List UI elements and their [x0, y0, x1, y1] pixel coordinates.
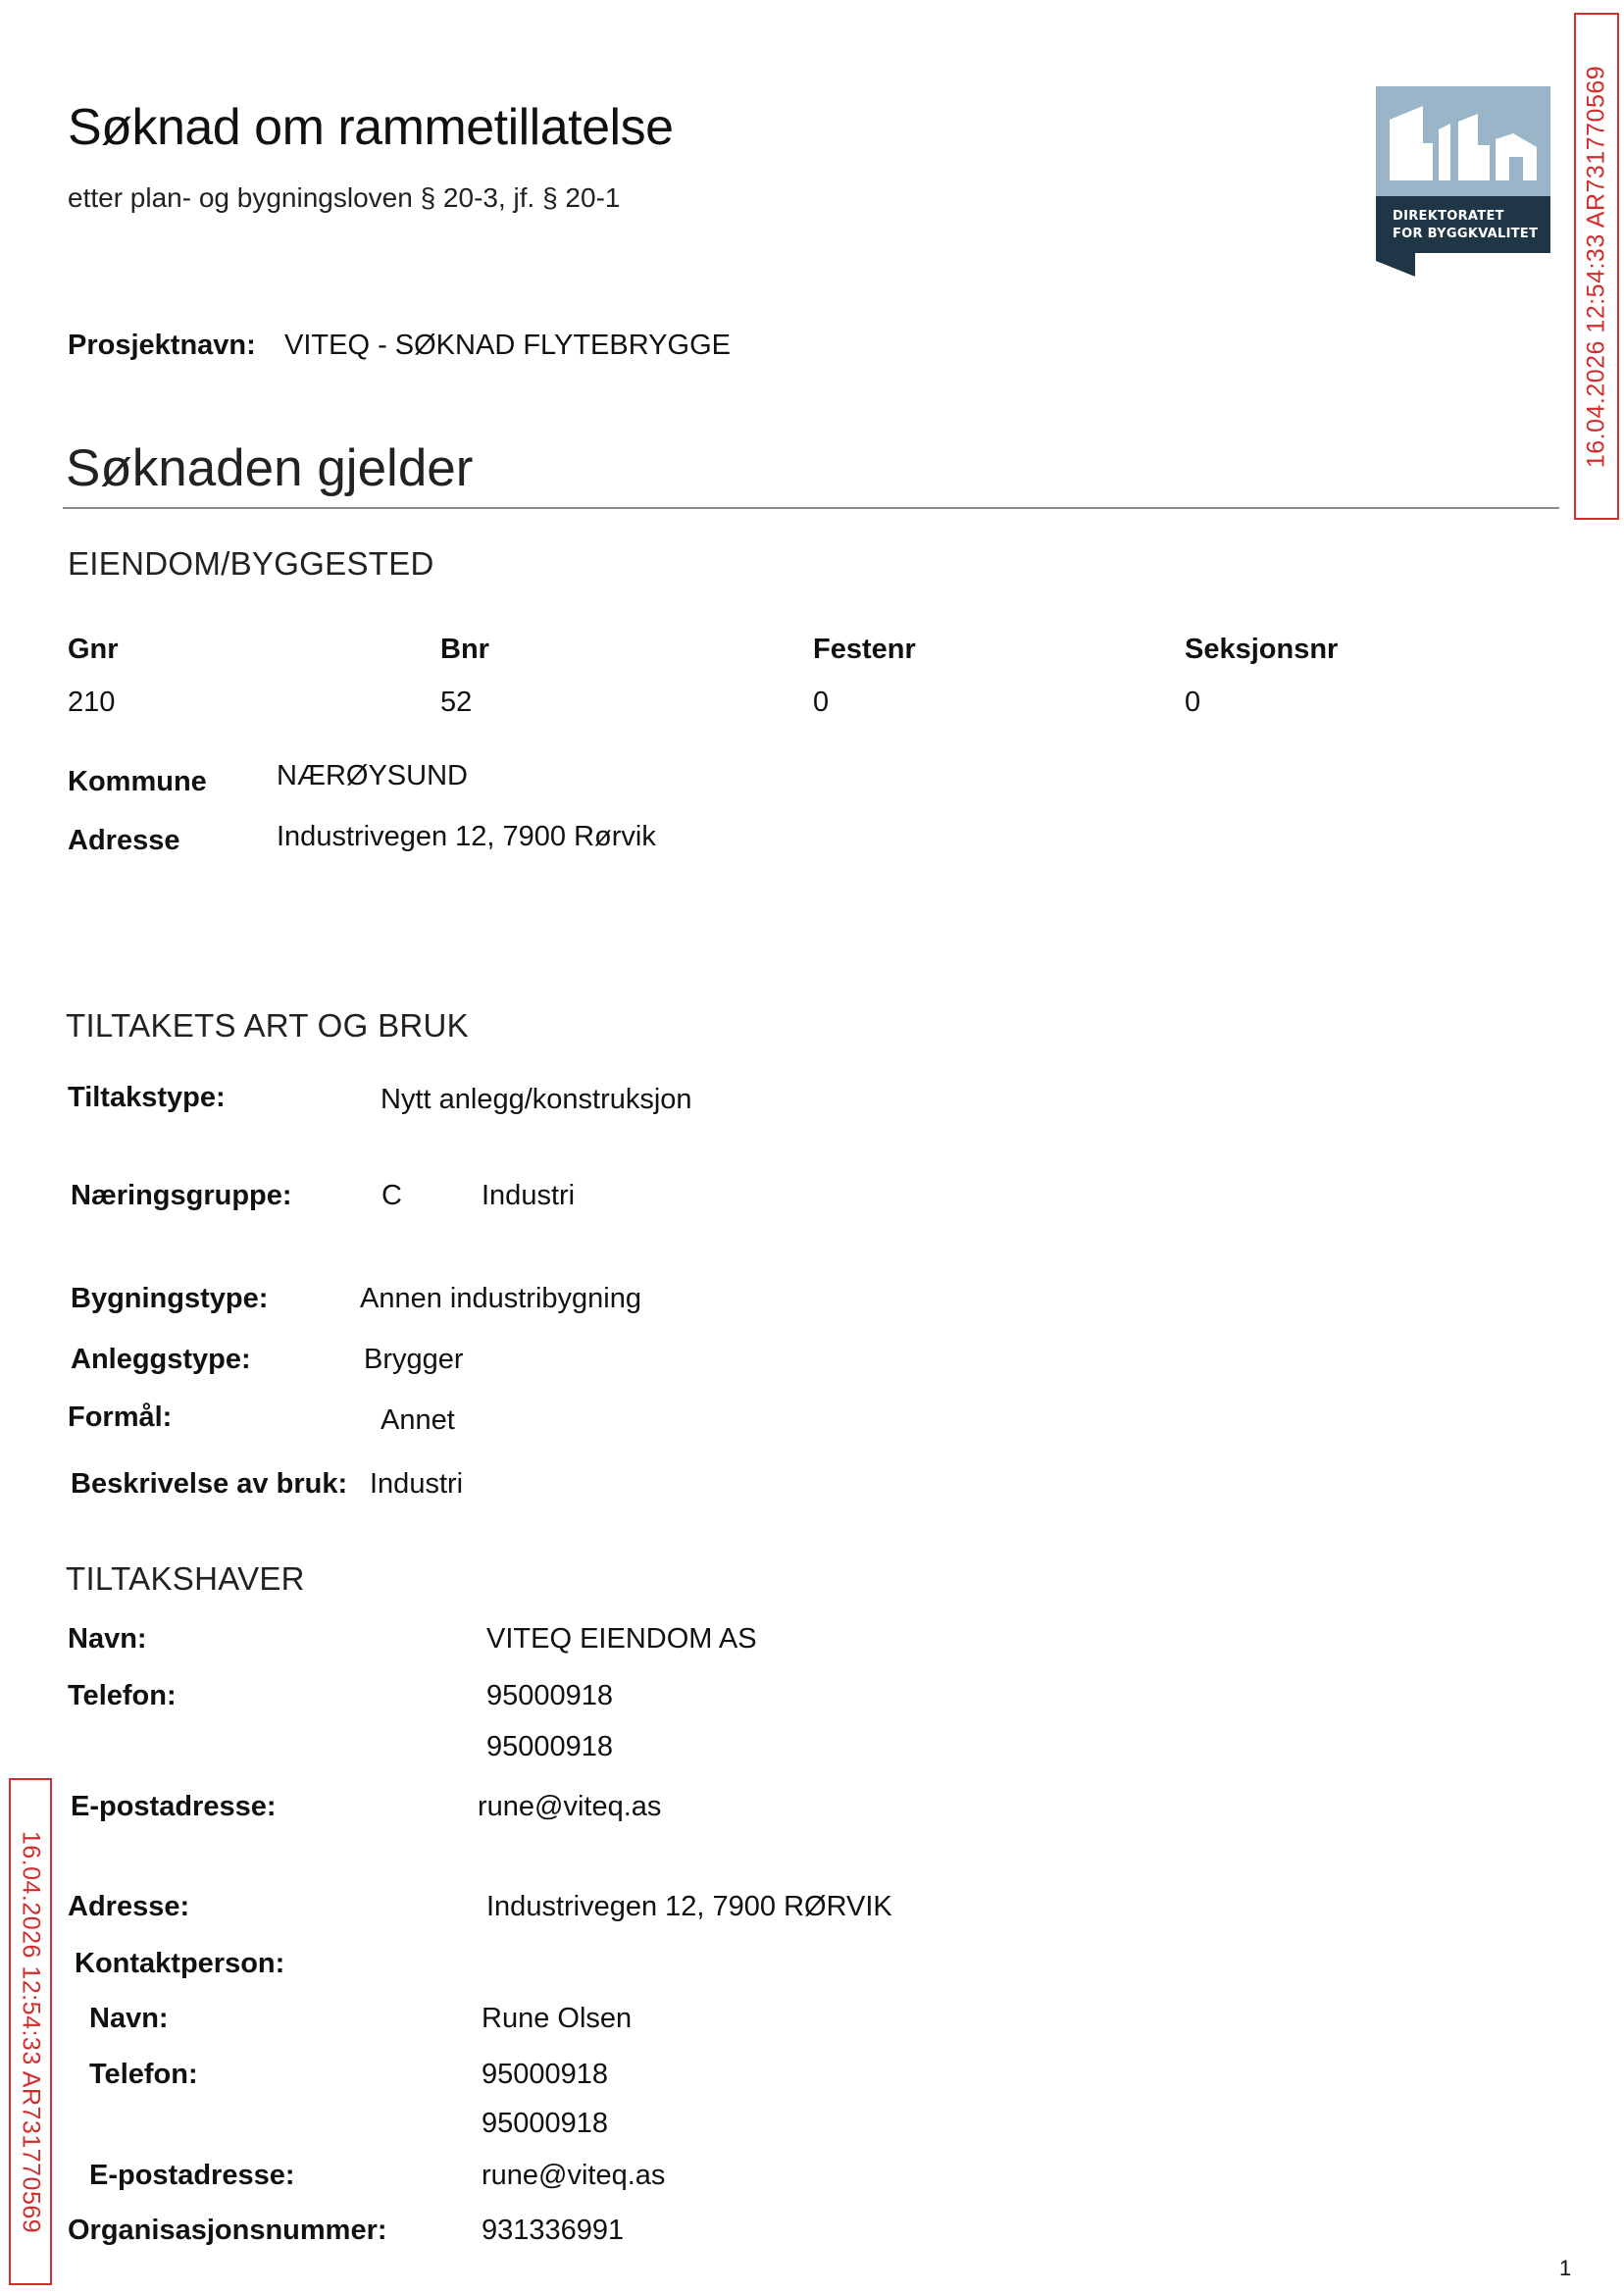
tiltak-heading: TILTAKETS ART OG BRUK: [66, 1007, 469, 1044]
epost-label: E-postadresse:: [71, 1791, 277, 1822]
anleggstype-label: Anleggstype:: [71, 1344, 251, 1375]
adresse-value: Industrivegen 12, 7900 Rørvik: [277, 821, 656, 852]
adresse-label: Adresse: [68, 825, 180, 856]
kontakt-telefon-value-2: 95000918: [482, 2108, 609, 2139]
section-title: Søknaden gjelder: [66, 439, 474, 497]
stamp-text: 16.04.2026 12:54:33 AR731770569: [1582, 65, 1610, 468]
project-value: VITEQ - SØKNAD FLYTEBRYGGE: [284, 330, 731, 361]
kontakt-telefon-value-1: 95000918: [482, 2059, 609, 2090]
beskrivelse-label: Beskrivelse av bruk:: [71, 1468, 348, 1500]
kontakt-telefon-label: Telefon:: [89, 2059, 198, 2090]
navn-label: Navn:: [68, 1623, 147, 1655]
dibk-logo: [1376, 86, 1550, 277]
section-divider: [63, 507, 1559, 509]
kontakt-epost-value: rune@viteq.as: [482, 2160, 666, 2191]
kontakt-navn-label: Navn:: [89, 2003, 169, 2034]
orgnr-value: 931336991: [482, 2215, 625, 2246]
tiltakshaver-adresse-value: Industrivegen 12, 7900 RØRVIK: [486, 1891, 892, 1922]
anleggstype-value: Brygger: [364, 1344, 464, 1375]
tiltakstype-label: Tiltakstype:: [68, 1082, 226, 1113]
bygningstype-value: Annen industribygning: [360, 1283, 641, 1314]
kontakt-epost-label: E-postadresse:: [89, 2160, 295, 2191]
beskrivelse-value: Industri: [370, 1468, 464, 1500]
document-title: Søknad om rammetillatelse: [68, 99, 674, 156]
naeringsgruppe-code: C: [381, 1180, 402, 1211]
festenr-value: 0: [813, 687, 830, 718]
tiltakstype-value: Nytt anlegg/konstruksjon: [381, 1084, 692, 1115]
navn-value: VITEQ EIENDOM AS: [486, 1623, 757, 1655]
gnr-value: 210: [68, 687, 116, 718]
date-stamp-right: [1574, 13, 1619, 520]
date-stamp-left: [9, 1778, 52, 2285]
festenr-label: Festenr: [813, 634, 916, 665]
kontakt-navn-value: Rune Olsen: [482, 2003, 633, 2034]
tiltakshaver-adresse-label: Adresse:: [68, 1891, 190, 1922]
orgnr-label: Organisasjonsnummer:: [68, 2215, 387, 2246]
kommune-label: Kommune: [68, 766, 207, 797]
gnr-label: Gnr: [68, 634, 119, 665]
project-label: Prosjektnavn:: [68, 330, 256, 361]
telefon-value-1: 95000918: [486, 1680, 614, 1711]
property-heading: EIENDOM/BYGGESTED: [68, 545, 434, 582]
bnr-value: 52: [440, 687, 473, 718]
seksjonsnr-label: Seksjonsnr: [1185, 634, 1339, 665]
logo-text-line2: FOR BYGGKVALITET: [1393, 227, 1539, 241]
tiltakshaver-heading: TILTAKSHAVER: [66, 1560, 305, 1597]
kommune-value: NÆRØYSUND: [277, 760, 468, 791]
bygningstype-label: Bygningstype:: [71, 1283, 269, 1314]
telefon-label: Telefon:: [68, 1680, 177, 1711]
naeringsgruppe-value: Industri: [482, 1180, 576, 1211]
epost-value: rune@viteq.as: [478, 1791, 662, 1822]
logo-text-line1: DIREKTORATET: [1393, 209, 1504, 224]
page-number: 1: [1559, 2256, 1572, 2280]
telefon-value-2: 95000918: [486, 1731, 614, 1762]
stamp-text: 16.04.2026 12:54:33 AR731770569: [17, 1830, 45, 2233]
formal-value: Annet: [381, 1404, 455, 1436]
kontaktperson-label: Kontaktperson:: [75, 1948, 285, 1979]
bnr-label: Bnr: [440, 634, 489, 665]
naeringsgruppe-label: Næringsgruppe:: [71, 1180, 292, 1211]
seksjonsnr-value: 0: [1185, 687, 1201, 718]
document-subtitle: etter plan- og bygningsloven § 20-3, jf. § 20-1: [68, 182, 621, 213]
formal-label: Formål:: [68, 1402, 173, 1433]
